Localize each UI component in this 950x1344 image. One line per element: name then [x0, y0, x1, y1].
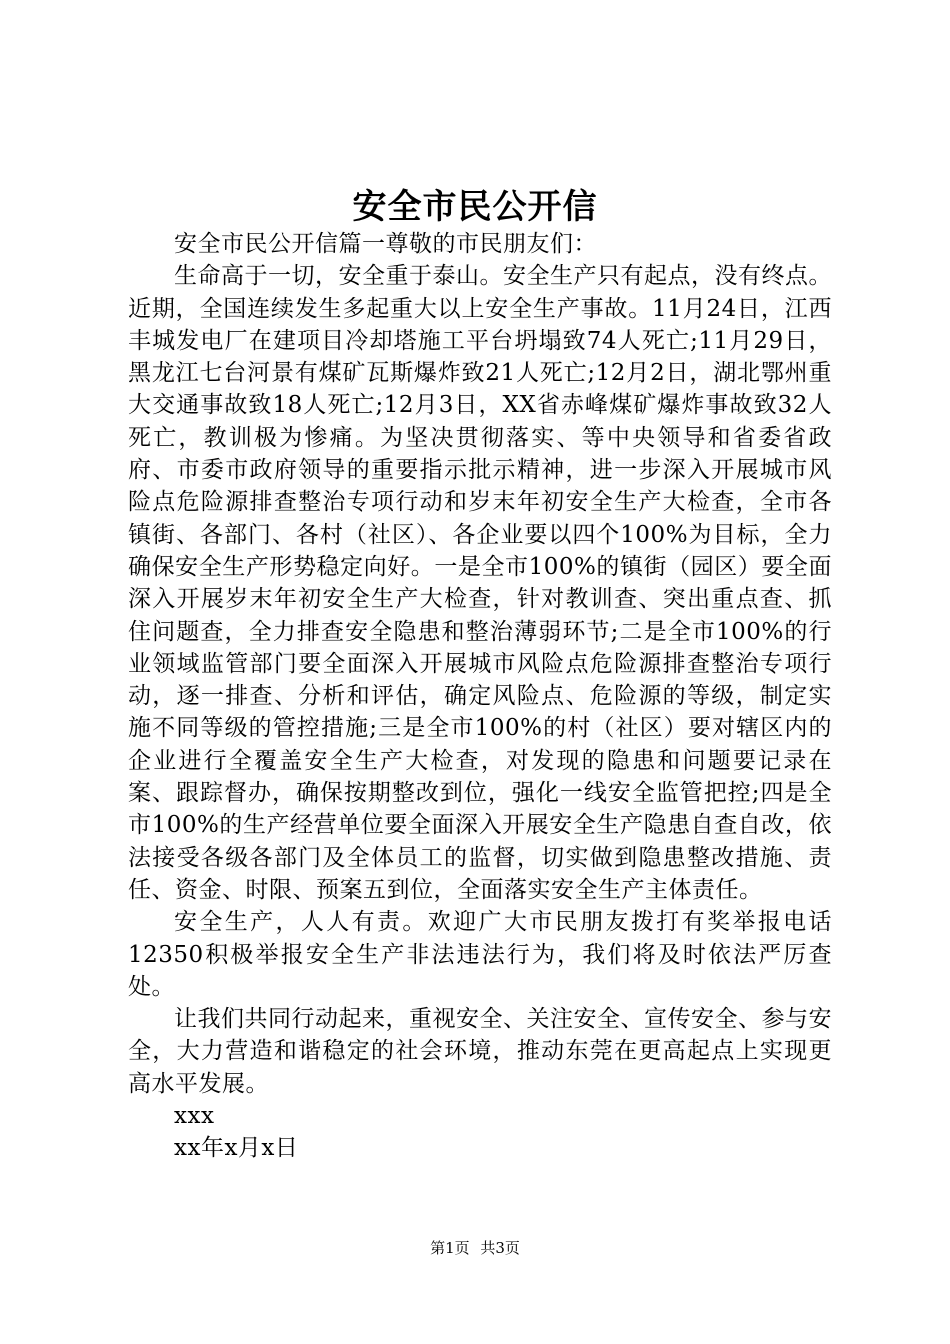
signer-name: xxx	[174, 1103, 215, 1130]
body-paragraph-2: 安全生产，人人有责。欢迎广大市民朋友拨打有奖举报电话12350积极举报安全生产非法违法行为，我们将及时依法严厉查处。	[128, 909, 832, 1000]
page-footer	[0, 1238, 950, 1258]
body-paragraph-1: 生命高于一切，安全重于泰山。安全生产只有起点，没有终点。近期，全国连续发生多起重大以上安全生产事故。11月24日，江西丰城发电厂在建项目冷却塔施工平台坍塌致74人死亡;11月29日，黑龙江七台河景有煤矿瓦斯爆炸致21人死亡;12月2日，湖北鄂州重大交通事故致18人死亡;12月3日，XX省赤峰煤矿爆炸事故致32人死亡，教训极为惨痛。为坚决贯彻落实、等中央领导和省委省政府、市委市政府领导的重要指示批示精神，进一步深入开展城市风险点危险源排查整治专项行动和岁末年初安全生产大检查，全市各镇街、各部门、各村（社区）、各企业要以四个100%为目标，全力确保安全生产形势稳定向好。一是全市100%的镇街（园区）要全面深入开展岁末年初安全生产大检查，针对教训查、突出重点查、抓住问题查，全力排查安全隐患和整治薄弱环节;二是全市100%的行业领域监管部门要全面深入开展城市风险点危险源排查整治专项行动，逐一排查、分析和评估，确定风险点、危险源的等级，制定实施不同等级的管控措施;三是全市100%的村（社区）要对辖区内的企业进行全覆盖安全生产大检查，对发现的隐患和问题要记录在案、跟踪督办，确保按期整改到位，强化一线安全监管把控;四是全市100%的生产经营单位要全面深入开展安全生产隐患自查自改，依法接受各级各部门及全体员工的监督，切实做到隐患整改措施、责任、资金、时限、预案五到位，全面落实安全生产主体责任。	[128, 263, 832, 903]
body-paragraph-3: 让我们共同行动起来，重视安全、关注安全、宣传安全、参与安全，大力营造和谐稳定的社会环境，推动东莞在更高起点上实现更高水平发展。	[128, 1006, 832, 1097]
signing-date: xx年x月x日	[174, 1135, 299, 1162]
page-number-total: 共3页	[480, 1239, 520, 1257]
page-number-current: 第1页	[430, 1239, 470, 1257]
document-title: 安全市民公开信	[352, 187, 598, 227]
document-body	[128, 228, 832, 1165]
salutation-paragraph: 安全市民公开信篇一尊敬的市民朋友们：	[174, 231, 597, 257]
